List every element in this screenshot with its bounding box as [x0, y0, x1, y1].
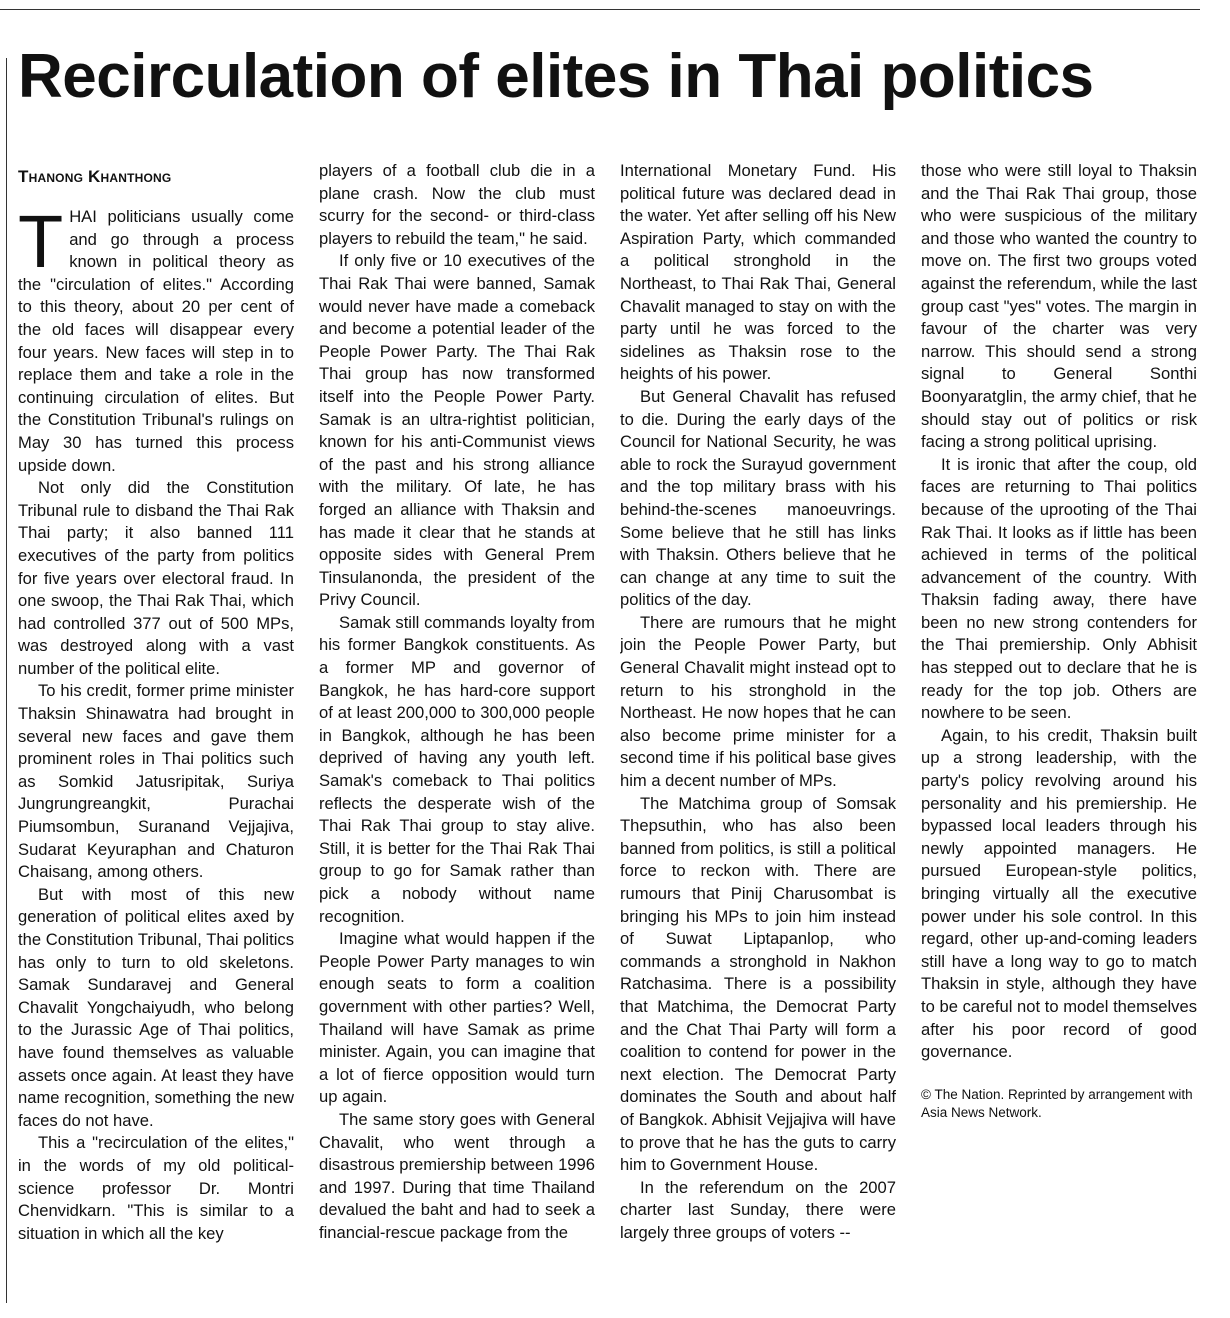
paragraph: The same story goes with General Chavalit, who went through a disastrous premiership between 1996 and 1997. During that time Thailand devalued the baht and had to seek a financial-rescue package from the [319, 1109, 595, 1242]
paragraph: those who were still loyal to Thaksin and the Thai Rak Thai group, those who were suspicious of the military and those who wanted the country to move on. The first two groups voted against the referendum, while the last group cast "yes" votes. The margin in favour of the charter was very narrow. This should send a strong signal to General Sonthi Boonyaratglin, the army chief, that he should stay out of politics or risk facing a strong political uprising. [921, 161, 1197, 452]
paragraph: But General Chavalit has refused to die. During the early days of the Council for National Security, he was able to rock the Surayud government and the top military brass with his behind-the-scenes manoeuvrings. Some believe that he still has links with Thaksin. Others believe that he can change at any time to suit the politics of the day. [620, 386, 896, 610]
article-column-3 [620, 160, 896, 1310]
byline: Thanong Khanthong [18, 167, 172, 186]
paragraph: The Matchima group of Somsak Thepsuthin, who has also been banned from politics, is still a political force to reckon with. There are rumours that Pinij Charusombat is bringing his MPs to join him instead of Suwat Liptapanlop, who commands a stronghold in Nakhon Ratchasima. There is a possibility that Matchima, the Democrat Party and the Chat Thai Party will form a coalition to contend for power in the next election. The Democrat Party dominates the South and about half of Bangkok. Abhisit Vejjajiva will have to prove that he has the guts to carry him to Government House. [620, 793, 896, 1175]
paragraph: players of a football club die in a plane crash. Now the club must scurry for the second- or third-class players to rebuild the team," he said. [319, 161, 595, 248]
paragraph: Samak still commands loyalty from his former Bangkok constituents. As a former MP and governor of Bangkok, he has hard-core support of at least 200,000 to 300,000 people in Bangkok, although he has been deprived of having any youth left. Samak's comeback to Thai politics reflects the desperate wish of the Thai Rak Thai group to stay alive. Still, it is better for the Thai Rak Thai group to go for Samak rather than pick a nobody without name recognition. [319, 612, 595, 926]
paragraph: Again, to his credit, Thaksin built up a strong leadership, with the party's policy revolving around his personality and his premiership. He bypassed local leaders through his newly appointed managers. He pursued European-style politics, bringing virtually all the executive power under his sole control. In this regard, other up-and-coming leaders still have a long way to go to match Thaksin in style, although they have to be careful not to model themselves after his poor record of good governance. [921, 725, 1197, 1062]
left-rule [6, 58, 7, 1303]
paragraph: If only five or 10 executives of the Thai Rak Thai were banned, Samak would never have made a comeback and become a potential leader of the People Power Party. The Thai Rak Thai group has now transformed itself into the People Power Party. Samak is an ultra-rightist politician, known for his anti-Communist views of the past and his strong alliance with the military. Of late, he has forged an alliance with Thaksin and has made it clear that he stands at opposite sides with General Prem Tinsulanonda, the president of the Privy Council. [319, 251, 595, 610]
paragraph: In the referendum on the 2007 charter last Sunday, there were largely three groups of voters -- [620, 1177, 896, 1242]
paragraph: It is ironic that after the coup, old faces are returning to Thai politics because of the uprooting of the Thai Rak Thai. It looks as if little has been achieved in terms of the political advancement of the country. With Thaksin fading away, there have been no new strong contenders for the Thai premiership. Only Abhisit has stepped out to declare that he is ready for the top job. Others are nowhere to be seen. [921, 454, 1197, 723]
article-column-4 [921, 160, 1197, 1310]
top-rule [0, 9, 1200, 10]
article-column-1 [18, 160, 294, 1310]
article-column-2 [319, 160, 595, 1310]
paragraph [18, 200, 294, 477]
paragraph: Imagine what would happen if the People Power Party manages to win enough seats to form a coalition government with other parties? Well, Thailand will have Samak as prime minister. Again, you can imagine that a lot of fierce opposition would turn up again. [319, 929, 595, 1107]
source-credit: © The Nation. Reprinted by arrangement with Asia News Network. [921, 1086, 1193, 1120]
paragraph: To his credit, former prime minister Thaksin Shinawatra had brought in several new faces and gave them prominent roles in Thai politics such as Somkid Jatusripitak, Suriya Jungrungreangkit, Purachai Piumsombun, Suranand Vejjajiva, Sudarat Keyuraphan and Chaturon Chaisang, among others. [18, 681, 294, 882]
paragraph: This a "recirculation of the elites," in the words of my old political-science professor Dr. Montri Chenvidkarn. "This is similar to a situation in which all the key [18, 1133, 294, 1243]
paragraph: There are rumours that he might join the People Power Party, but General Chavalit might instead opt to return to his stronghold in the Northeast. He now hopes that he can also become prime minister for a second time if his political base gives him a decent number of MPs. [620, 612, 896, 791]
paragraph: Not only did the Constitution Tribunal rule to disband the Thai Rak Thai party; it also banned 111 executives of the party from politics for five years over electoral fraud. In one swoop, the Thai Rak Thai, which had controlled 377 out of 500 MPs, was destroyed along with a vast number of the political elite. [18, 478, 294, 678]
headline: Recirculation of elites in Thai politics [18, 42, 1094, 111]
paragraph: International Monetary Fund. His political future was declared dead in the water. Yet after selling off his New Aspiration Party, which commanded a political stronghold in the Northeast, to Thai Rak Thai, General Chavalit managed to stay on with the party until he was forced to the sidelines as Thaksin rose to the heights of his power. [620, 161, 896, 384]
drop-cap: T [18, 200, 64, 283]
paragraph-text: HAI politicians usually come and go through a process known in political theory as the "circulation of elites." According to this theory, about 20 per cent of the old faces will disappear every four years. New faces will step in to replace them and take a role in the continuing circulation of elites. But the Constitution Tribunal's rulings on May 30 has turned this process upside down. [18, 207, 294, 475]
paragraph: But with most of this new generation of political elites axed by the Constitution Tribunal, Thai politics has only to turn to old skeletons. Samak Sundaravej and General Chavalit Yongchaiyudh, who belong to the Jurassic Age of Thai politics, have found themselves as valuable assets once again. At least they have name recognition, something the new faces do not have. [18, 884, 294, 1130]
